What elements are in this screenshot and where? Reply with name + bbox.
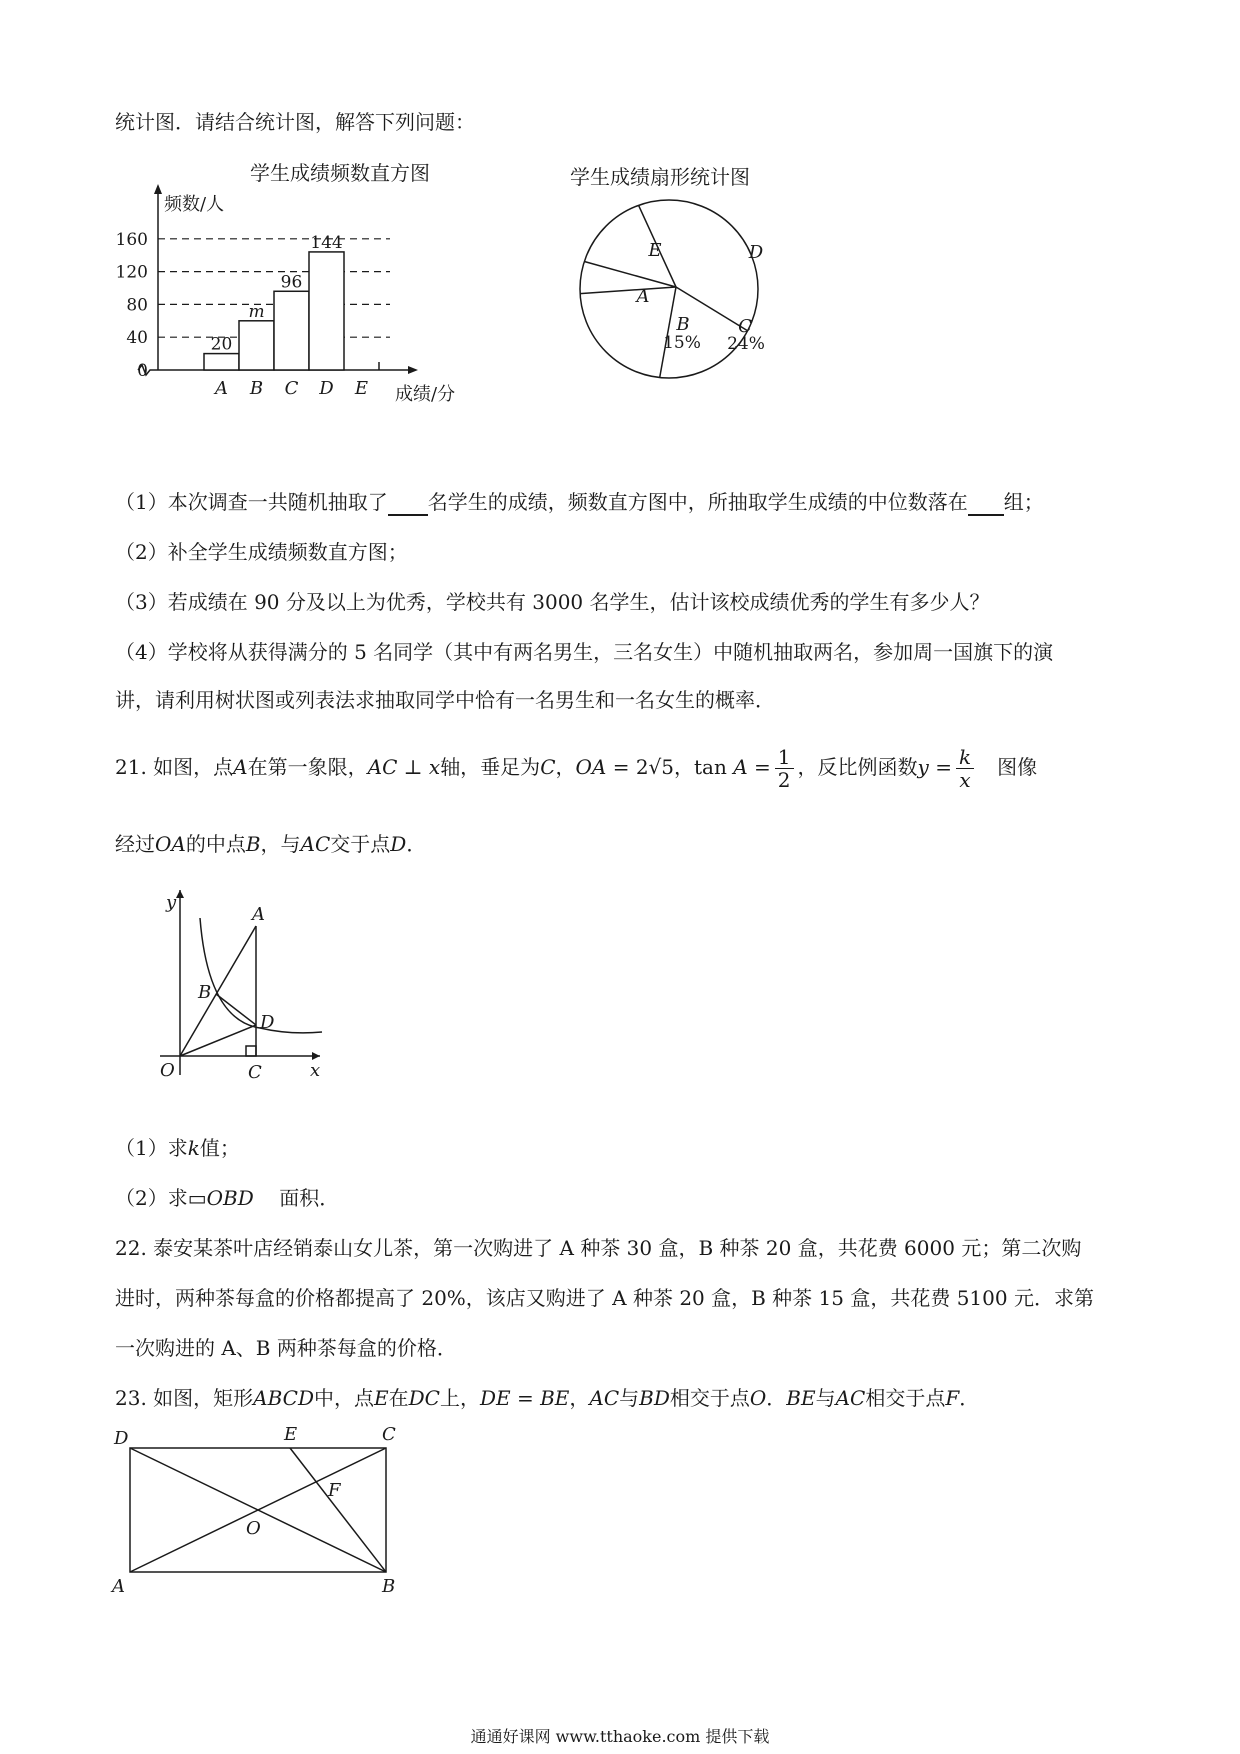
q21-part1: （1）求k值； (115, 1136, 240, 1160)
intro-text: 统计图．请结合统计图，解答下列问题： (115, 110, 475, 134)
q21-label-C: C (248, 1062, 262, 1080)
q20-part4-line2: 讲，请利用树状图或列表法求抽取同学中恰有一名男生和一名女生的概率． (115, 688, 775, 712)
histogram-ylabel: 频数/人 (164, 194, 225, 215)
q23-label-E: E (284, 1424, 298, 1445)
q21-label-x: x (310, 1060, 321, 1080)
histogram-y-arrow (154, 184, 162, 194)
q21-part2: （2）求▭OBD 面积． (115, 1186, 340, 1210)
q21-label-y: y (166, 892, 177, 913)
histogram-ytick-0: 0 (137, 361, 148, 381)
q23-label-B: B (382, 1576, 396, 1597)
pie-chart (540, 150, 800, 430)
answer-blank-total[interactable] (388, 490, 428, 516)
pie-label-E: E (648, 240, 662, 261)
pie-label-A: A (636, 286, 650, 307)
q21-label-O: O (160, 1060, 175, 1080)
pie-title: 学生成绩扇形统计图 (570, 165, 750, 189)
histogram-ytick-120: 120 (115, 262, 148, 283)
pie-label-D: D (748, 242, 764, 263)
q20-part1: （1）本次调查一共随机抽取了 名学生的成绩，频数直方图中，所抽取学生成绩的中位数落在 组； (115, 490, 1044, 514)
q23-line1: 23. 如图，矩形ABCD中，点E在DC上，DE = BE，AC与BD相交于点O．BE与AC相交于点F． (115, 1386, 980, 1410)
histogram-xtick-B: B (249, 378, 264, 399)
q20-part4-line1: （4）学校将从获得满分的 5 名同学（其中有两名男生，三名女生）中随机抽取两名，参加周一国旗下的演 (115, 640, 1054, 664)
pie-label-B: B (676, 314, 690, 335)
histogram-xlabel: 成绩/分 (395, 384, 456, 405)
histogram-datalabel-C: 96 (280, 272, 303, 293)
q22-line2: 进时，两种茶每盒的价格都提高了 20%，该店又购进了 A 种茶 20 盒，B 种茶 15 盒，共花费 5100 元．求第 (115, 1286, 1094, 1310)
histogram-xtick-D: D (319, 378, 334, 399)
q23-label-D: D (114, 1428, 129, 1449)
histogram-ytick-80: 80 (126, 295, 148, 316)
q21-label-D: D (260, 1012, 275, 1033)
histogram-title: 学生成绩频数直方图 (250, 161, 430, 185)
q21-label-A: A (252, 904, 265, 925)
pie-label-C: C (738, 316, 752, 337)
q22-line3: 一次购进的 A、B 两种茶每盒的价格． (115, 1336, 457, 1360)
histogram-bar-B (239, 321, 274, 370)
histogram-datalabel-A: 20 (210, 334, 233, 355)
histogram-bar-C (274, 291, 309, 370)
histogram-datalabel-B: m (248, 301, 265, 322)
histogram-datalabel-D: 144 (310, 232, 343, 253)
footer-text: 通通好课网 www.tthaoke.com 提供下载 (470, 1727, 770, 1746)
q23-figure (110, 1420, 420, 1600)
histogram-bar-D (309, 252, 344, 370)
histogram-xtick-C: C (284, 378, 299, 399)
q21-line1: 21. 如图，点A在第一象限，AC ⊥ x轴，垂足为C，OA = 2√5，tan A = $\frac{1}{2}$ ，反比例函数y = $\frac{k}{x}$ 图像 (115, 745, 1038, 792)
histogram-ytick-40: 40 (126, 328, 148, 349)
q23-label-F: F (328, 1480, 341, 1501)
answer-blank-group[interactable] (968, 490, 1004, 516)
histogram-xtick-A: A (215, 378, 228, 399)
q23-label-O: O (246, 1518, 261, 1539)
histogram-x-arrow (408, 366, 418, 374)
q21-label-B: B (198, 982, 212, 1003)
pie-pct-C: 24% (727, 334, 765, 354)
q20-part2: （2）补全学生成绩频数直方图； (115, 540, 408, 564)
histogram-bar-A (204, 354, 239, 370)
q21-figure (140, 880, 340, 1080)
q21-line2: 经过OA的中点B，与AC交于点D． (115, 832, 427, 856)
histogram-xtick-E: E (354, 378, 369, 399)
q20-part3: （3）若成绩在 90 分及以上为优秀，学校共有 3000 名学生，估计该校成绩优秀的学生有多少人？ (115, 590, 990, 614)
histogram-ytick-160: 160 (115, 229, 148, 250)
q22-line1: 22. 泰安某茶叶店经销泰山女儿茶，第一次购进了 A 种茶 30 盒，B 种茶 20 盒，共花费 6000 元；第二次购 (115, 1236, 1082, 1260)
q23-label-A: A (112, 1576, 125, 1597)
pie-pct-B: 15% (663, 333, 701, 353)
histogram-chart (100, 140, 540, 460)
q23-label-C: C (382, 1424, 396, 1445)
